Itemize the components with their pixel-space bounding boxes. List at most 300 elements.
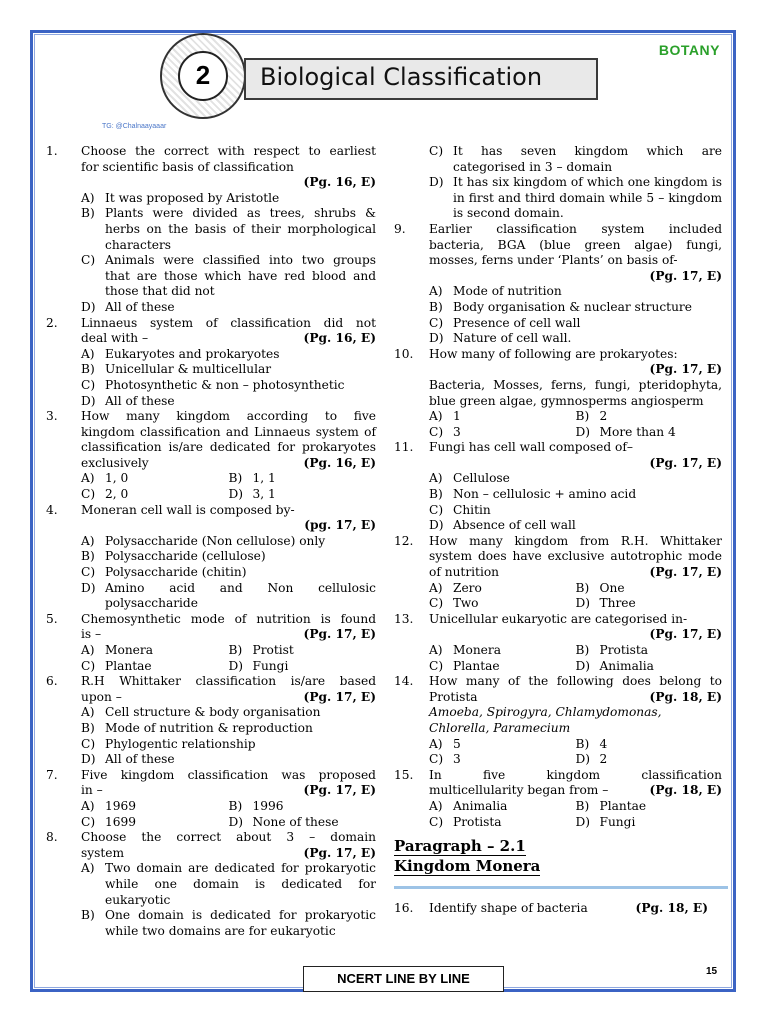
left-column [46,144,376,939]
page-reference: (Pg. 17, E) [303,783,376,798]
question [46,674,376,768]
option-label: A) [429,643,443,657]
option-label: D) [429,175,444,190]
option [81,471,229,487]
question-number: 8. [46,830,58,845]
section-divider [394,886,728,889]
page-reference: (Pg. 18, E) [649,689,722,704]
question-body [81,144,376,316]
option-label: B) [228,643,243,657]
option-label: A) [81,533,95,548]
question-line: Five kingdom classification was proposed [81,767,376,782]
question-number: 11. [394,440,414,455]
question-rest: kingdom classification and Linnaeus system of classification is/are dedicated for prokaryotes exclusively [81,424,376,470]
section-heading [394,836,722,876]
question-text [81,690,376,706]
option [576,425,723,441]
option-label: D) [429,331,444,346]
question-line: How many of the following does belong to [429,674,722,689]
question-number: 13. [394,611,414,626]
question-extra: Bacteria, Mosses, ferns, fungi, pteridophyta, blue green algae, gymnosperms angiosperm [429,377,722,408]
option [81,799,229,815]
option-text: It has six kingdom of which one kingdom is in first and third domain while 5 – kingdom is second domain. [453,175,722,221]
question [394,768,722,830]
option-label: C) [429,144,444,158]
option-text: Protista [599,643,649,657]
question [394,440,722,534]
option [229,659,377,675]
option [81,643,229,659]
section-title: Kingdom Monera [394,857,541,876]
option-label: A) [81,861,95,876]
question-rest: in – [81,783,103,798]
option [429,409,576,425]
option-label: B) [81,206,95,221]
option-text: 1, 1 [252,471,276,486]
option-label: C) [429,658,444,673]
question-rest: Protista [429,689,478,704]
option-label: C) [429,814,444,829]
question-number: 1. [46,144,58,158]
option-label: C) [81,377,96,392]
chapter-badge-inner [178,51,228,101]
option-text: 1 [453,409,461,424]
option-text: Unicellular & multicellular [105,362,272,377]
option [81,549,376,565]
option-label: C) [429,752,444,767]
option-text: Nature of cell wall. [453,331,572,346]
question-body [81,612,376,674]
option [576,752,723,768]
option [81,347,376,363]
option-text: 1996 [252,798,284,813]
page-reference: (Pg. 18, E) [635,901,708,916]
option-label: C) [429,596,444,611]
option-text: Monera [453,643,501,657]
question-body [81,830,376,939]
option [429,175,722,222]
option-text: Polysaccharide (chitin) [105,565,247,580]
option-text: 2 [599,409,608,424]
question-line: How many kingdom according to five [81,409,376,424]
question-text [81,783,376,799]
option-text: All of these [105,299,175,314]
option [81,487,229,503]
option-text: Presence of cell wall [453,315,581,330]
option [81,300,376,316]
option-text: Plants were divided as trees, shrubs & herbs on the basis of their morphological characters [105,206,376,252]
option-label: D) [81,752,96,767]
question-number: 10. [394,346,414,361]
option-label: B) [81,720,95,735]
question-line: In five kingdom classification [429,767,722,782]
question-number: 12. [394,533,414,548]
option-grid [429,799,722,830]
option [229,815,377,831]
page-reference: (pg. 17, E) [304,518,376,533]
option-label: B) [429,299,443,314]
option [576,409,723,425]
option [429,144,722,175]
question [46,503,376,612]
page-reference: (Pg. 17, E) [649,627,722,642]
question-rest: system [81,845,125,860]
option-text: 3 [453,424,461,439]
option-label: A) [429,471,443,486]
option [81,253,376,300]
option-text: Phylogentic relationship [105,736,256,751]
page-reference: (Pg. 17, E) [303,627,376,642]
option-label: B) [81,908,95,923]
question-text [429,549,722,580]
option-grid [429,737,722,768]
option-grid [81,643,376,674]
question-body [81,409,376,503]
option-text: None of these [252,814,339,829]
question-body [429,440,722,534]
option-label: B) [575,798,590,813]
subject-label: BOTANY [658,42,720,58]
section-question-list [394,901,722,917]
option-label: B) [575,736,590,751]
option-text: 2, 0 [105,487,129,502]
question-line: Choose the correct with respect to earliest [81,144,376,158]
page-reference: (Pg. 17, E) [303,689,376,704]
option-text: Eukaryotes and prokaryotes [105,346,280,361]
option-grid [81,471,376,502]
question [46,768,376,830]
option-label: B) [228,798,243,813]
option-text: Chitin [453,502,491,517]
question [394,222,722,347]
option-text: Polysaccharide (Non cellulose) only [105,533,326,548]
option-label: B) [575,409,590,424]
option-text: 1699 [105,814,137,829]
option [576,643,723,659]
option-text: Plantae [599,798,647,813]
option-label: B) [81,549,95,564]
option-label: D) [575,596,591,611]
question [394,534,722,612]
question-line: Earlier classification system included [429,221,722,236]
option-label: A) [81,190,95,205]
option-label: C) [81,565,96,580]
option-label: A) [429,409,443,424]
option-text: Fungi [252,658,289,673]
question-number: 3. [46,409,58,424]
question-number: 16. [394,901,414,916]
question-number: 15. [394,767,414,782]
question-number: 9. [394,221,406,236]
option-text: 4 [599,736,608,751]
question-text [429,238,722,269]
question-line: Moneran cell wall is composed by- [81,502,295,517]
option [576,799,723,815]
question-number: 6. [46,674,58,689]
option-label: B) [575,580,590,595]
option [429,331,722,347]
option-text: Animalia [453,798,508,813]
option [429,581,576,597]
option-label: D) [575,658,591,673]
option-label: A) [429,798,443,813]
option [576,596,723,612]
question-line: How many kingdom from R.H. Whittaker [429,533,722,548]
question-line: Choose the correct about 3 – domain [81,830,376,845]
option-label: C) [429,315,444,330]
option-text: Cellulose [453,471,510,486]
question [394,612,722,674]
option [81,394,376,410]
option-label: D) [81,393,96,408]
option-label: A) [81,643,95,657]
question-text [429,783,722,799]
option [429,316,722,332]
question-rest: for scientific basis of classification [81,159,294,174]
option-text: Two domain are dedicated for prokaryotic while one domain is dedicated for eukaryotic [105,861,376,907]
option-text: 1969 [105,798,137,813]
question-rest: deal with – [81,331,149,346]
option-text: Amino acid and Non cellulosic polysaccharide [105,580,376,611]
question [46,830,376,939]
option-text: Monera [105,643,153,657]
question-line: Linnaeus system of classification did not [81,315,376,330]
option [429,300,722,316]
option [429,737,576,753]
question [46,409,376,503]
option-text: Three [599,596,636,611]
option [81,815,229,831]
question-text [81,331,376,347]
option-text: Mode of nutrition [453,284,562,299]
option-label: A) [81,798,95,813]
question-line: Fungi has cell wall composed of– [429,440,633,455]
page-number: 15 [706,966,718,977]
chapter-badge [160,33,246,119]
option [576,737,723,753]
option-text: Animals were classified into two groups that are those which have red blood and those that did not [105,253,376,299]
option-label: C) [429,502,444,517]
option [81,752,376,768]
option-text: 3, 1 [252,487,276,502]
question [46,612,376,674]
question-body [429,222,722,347]
option-text: More than 4 [599,424,676,439]
option-text: All of these [105,393,175,408]
option-text: Animalia [599,658,654,673]
option-text: Plantae [453,658,500,673]
option-label: A) [81,705,95,720]
question [46,316,376,410]
option-label: B) [575,643,590,657]
option [81,721,376,737]
question-body [429,768,722,830]
question-text [81,627,376,643]
question-rest: upon – [81,689,122,704]
question-number: 2. [46,315,58,330]
option-label: D) [575,752,591,767]
question-number: 4. [46,502,58,517]
right-column [394,144,722,917]
option-label: A) [81,346,95,361]
option [429,596,576,612]
option [81,191,376,207]
option-label: D) [81,580,96,595]
option-text: It was proposed by Aristotle [105,190,280,205]
option-grid [81,799,376,830]
option [429,815,576,831]
option [229,799,377,815]
question-body [429,612,722,674]
option [81,565,376,581]
option-label: D) [81,299,96,314]
option [81,378,376,394]
option-text: Cell structure & body organisation [105,705,321,720]
question-body [429,901,722,917]
option-text: Plantae [105,658,152,673]
option [576,815,723,831]
option-label: C) [81,736,96,751]
page-reference: (Pg. 16, E) [303,175,376,190]
option-label: A) [429,284,443,299]
option-text: Absence of cell wall [453,518,576,533]
section-paragraph: Paragraph – 2.1 [394,837,526,856]
question-rest: is – [81,627,102,642]
question [394,901,722,917]
option-label: D) [429,518,444,533]
option-text: Fungi [599,814,636,829]
option-text: Protista [453,814,502,829]
option [81,737,376,753]
option-text: 2 [599,752,608,767]
option [229,487,377,503]
question-rest: bacteria, BGA (blue green algae) fungi, mosses, ferns under ‘Plants’ on basis of- [429,237,722,268]
option [81,581,376,612]
option [81,534,376,550]
option-text: Protist [252,643,294,657]
option-text: It has seven kingdom which are categorised in 3 – domain [453,144,722,174]
option-label: C) [81,658,96,673]
option-label: B) [228,471,243,486]
option-label: B) [429,487,443,502]
question-8-continued [394,144,722,222]
option-grid [429,409,722,440]
footer-label: NCERT LINE BY LINE [303,966,504,992]
option-text: One [599,580,625,595]
option-label: B) [81,362,95,377]
option [81,705,376,721]
chapter-number: 2 [195,60,211,90]
option-label: C) [81,487,96,502]
page-reference: (Pg. 17, E) [649,268,722,283]
question-line: Unicellular eukaryotic are categorised in- [429,611,688,626]
option-label: D) [228,487,244,502]
option [229,643,377,659]
question-body [81,503,376,612]
question-number: 14. [394,674,414,689]
question-rest: system does have exclusive autotrophic mode of nutrition [429,549,722,580]
option [81,908,376,939]
page-reference: (Pg. 16, E) [303,455,376,470]
option [429,643,576,659]
option-text: One domain is dedicated for prokaryotic while two domains are for eukaryotic [105,908,376,938]
option [229,471,377,487]
question-body [81,768,376,830]
question-text [81,425,376,472]
telegram-handle: TG: @Chalnaayaaar [102,123,167,130]
option-label: A) [81,471,95,486]
option-label: A) [429,580,443,595]
question-body [81,674,376,768]
question-body [429,347,722,441]
chapter-title: Biological Classification [260,63,543,91]
question-line: How many of following are prokaryotes: [429,346,678,361]
option-text: Two [453,596,479,611]
option [81,659,229,675]
page-reference: (Pg. 17, E) [303,845,376,860]
chapter-title-bar [244,58,598,100]
option [576,659,723,675]
option [81,206,376,253]
option-label: C) [81,814,96,829]
option-text: Body organisation & nuclear structure [453,299,692,314]
page-reference: (Pg. 18, E) [649,783,722,798]
question-body [429,674,722,768]
question-text [81,846,376,862]
option [429,471,722,487]
left-question-list [46,144,376,939]
question-text: Identify shape of bacteria [429,901,588,916]
option-label: C) [81,253,96,268]
question-line: R.H Whittaker classification is/are based [81,674,376,689]
page-reference: (Pg. 17, E) [649,455,722,470]
option [429,752,576,768]
option-text: Photosynthetic & non – photosynthetic [105,377,345,392]
option [81,362,376,378]
question-extra: Amoeba, Spirogyra, Chlamydomonas, Chlorella, Paramecium [429,705,662,735]
option-label: D) [575,424,591,439]
option-label: D) [228,658,244,673]
option [429,425,576,441]
option-text: Polysaccharide (cellulose) [105,549,266,564]
option [429,799,576,815]
option-label: A) [429,736,443,751]
question-body [81,316,376,410]
question [394,674,722,768]
option [81,861,376,908]
question-text [429,690,722,706]
question-line: Chemosynthetic mode of nutrition is found [81,611,376,626]
option-label: D) [228,814,244,829]
option [429,284,722,300]
option [429,659,576,675]
question-body [429,534,722,612]
question [394,347,722,441]
question-number: 5. [46,611,58,626]
page-reference: (Pg. 17, E) [649,362,722,377]
option [429,487,722,503]
option-text: Non – cellulosic + amino acid [453,487,637,502]
option-text: Zero [453,580,482,595]
option-grid [429,581,722,612]
option-text: 1, 0 [105,471,129,486]
question-number: 7. [46,767,58,782]
question-text [81,160,376,176]
page-reference: (Pg. 17, E) [649,565,722,580]
right-question-list [394,222,722,830]
question [46,144,376,316]
page-reference: (Pg. 16, E) [303,331,376,346]
